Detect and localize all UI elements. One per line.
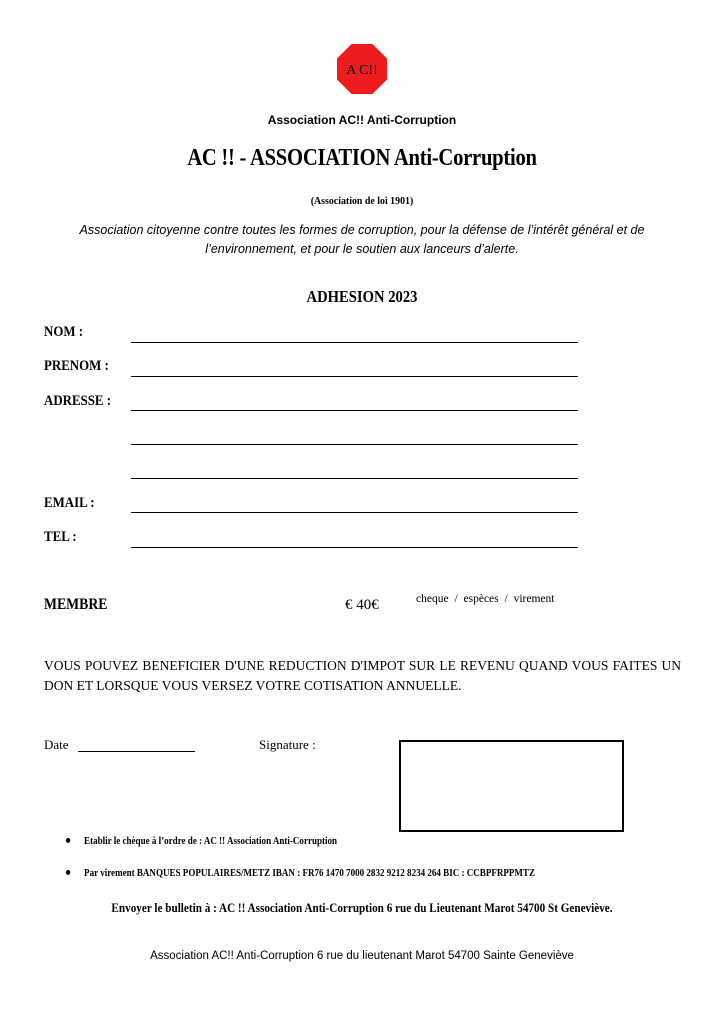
logo	[336, 43, 388, 95]
nom-field[interactable]	[131, 342, 578, 343]
instruction-transfer-text: Par virement BANQUES POPULAIRES/METZ IBAN : FR76 1470 7000 2832 9212 8234 264 BIC : CCBPFRPPMTZ	[84, 868, 535, 879]
email-label: EMAIL :	[44, 495, 95, 511]
membre-label: MEMBRE	[44, 596, 108, 613]
tax-note: VOUS POUVEZ BENEFICIER D'UNE REDUCTION D'IMPOT SUR LE REVENU QUAND VOUS FAITES UN DON ET LORSQUE VOUS VERSEZ VOTRE COTISATION ANNUELLE.	[44, 658, 681, 693]
instruction-cheque-text: Etablir le chèque à l’ordre de : AC !! Association Anti-Corruption	[84, 836, 338, 847]
adresse-field-line-3[interactable]	[131, 478, 578, 479]
prenom-label: PRENOM :	[44, 358, 109, 374]
nom-label: NOM :	[44, 324, 84, 340]
send-instructions: Envoyer le bulletin à : AC !! Association Anti-Corruption 6 rue du Lieutenant Marot 54700 St Geneviève.	[111, 900, 613, 915]
page-title: AC !! - ASSOCIATION Anti-Corruption	[187, 145, 537, 171]
adresse-field-line-2[interactable]	[131, 444, 578, 445]
bullet-icon	[66, 870, 70, 875]
instruction-cheque	[66, 836, 337, 847]
adresse-label: ADRESSE :	[44, 393, 112, 409]
instruction-transfer	[66, 868, 535, 879]
email-field[interactable]	[131, 512, 578, 513]
association-name-small: Association AC!! Anti-Corruption	[267, 113, 457, 127]
bullet-icon	[66, 838, 70, 843]
stop-sign-icon	[336, 43, 388, 95]
date-field[interactable]	[78, 751, 195, 752]
tel-field[interactable]	[131, 547, 578, 548]
logo-text: A C!!	[346, 63, 378, 78]
subtitle: (Association de loi 1901)	[310, 195, 414, 207]
date-label: Date	[44, 737, 69, 752]
footer-address: Association AC!! Anti-Corruption 6 rue du lieutenant Marot 54700 Sainte Geneviève	[150, 950, 574, 962]
tel-label: TEL :	[44, 529, 77, 545]
form-heading: ADHESION 2023	[306, 287, 418, 306]
mission-statement: Association citoyenne contre toutes les formes de corruption, pour la défense de l’intérêt général et de l’environnement, et pour le soutien aux lanceurs d’alerte.	[79, 223, 645, 256]
membership-price: € 40€	[345, 597, 379, 613]
payment-options: cheque / espèces / virement	[416, 593, 555, 605]
adresse-field-line-1[interactable]	[131, 410, 578, 411]
signature-label: Signature :	[259, 737, 316, 752]
signature-box[interactable]	[399, 740, 624, 832]
prenom-field[interactable]	[131, 376, 578, 377]
